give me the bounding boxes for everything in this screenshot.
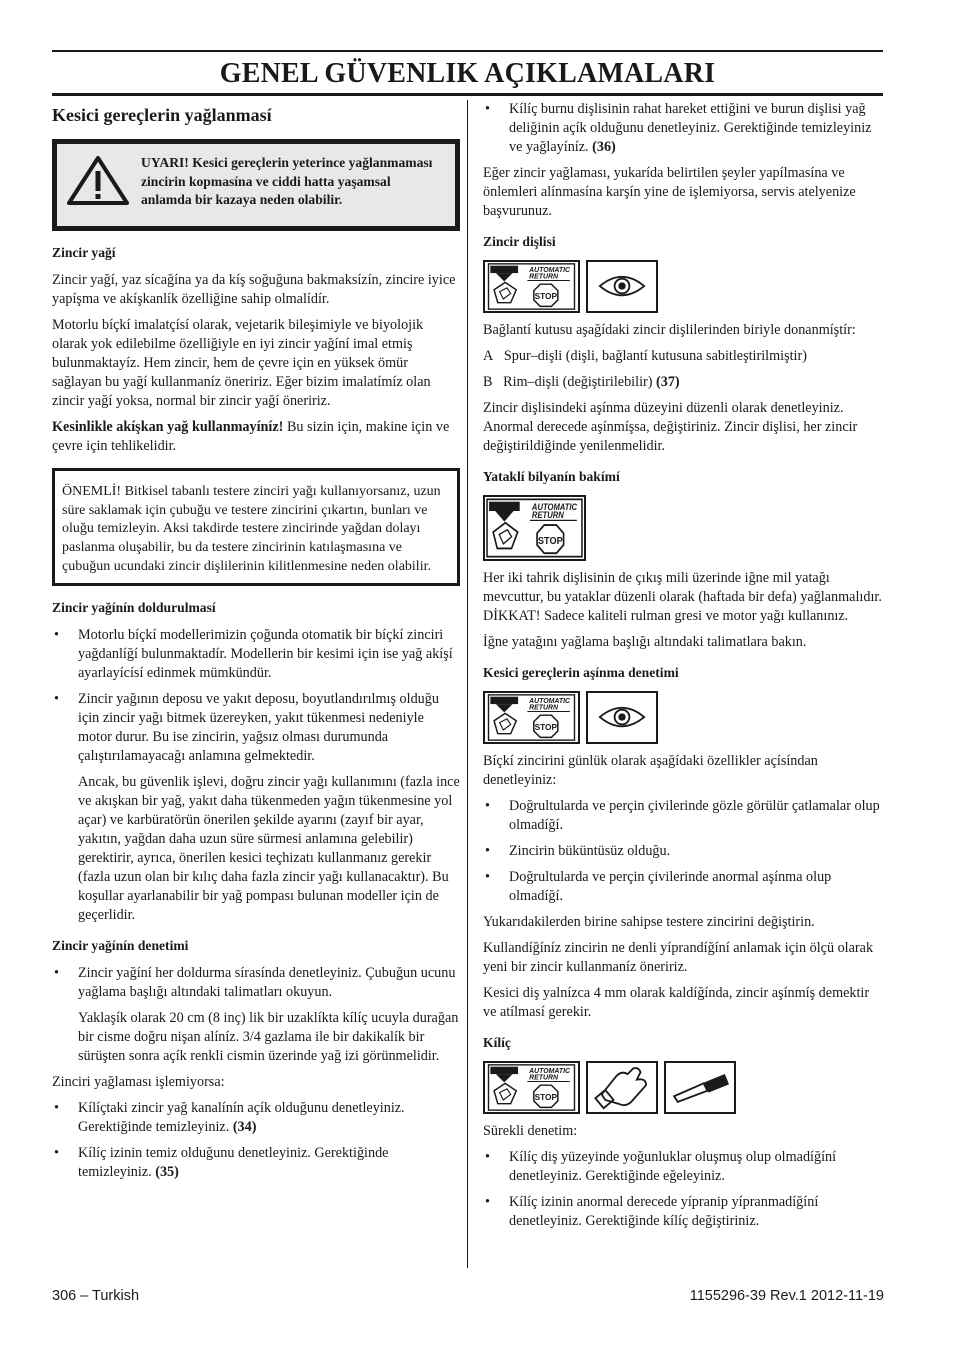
list-item-text: Kílíçtaki zincir yağ kanalínín açík olduğunu denetleyiniz. Gerektiğinde temizleyiniz.	[78, 1099, 405, 1135]
glove-file-icon	[586, 1061, 658, 1114]
page-title: GENEL GÜVENLIK AÇIKLAMALARI	[219, 58, 716, 89]
paragraph: Zincir dişlisindeki aşínma düzeyini düzenli olarak denetleyiniz. Anormal derecede aşínmíşsa, değiştiriniz. Zincir dişlisi, her zincir değiştirildiğinde yenilenmelidir.	[483, 400, 858, 454]
svg-text:AUTOMATIC: AUTOMATIC	[529, 1068, 571, 1076]
list-item-text: Kílíç izinin anormal derecede yípranip yípranmadíğíní denetleyiniz. Gerektiğinde kílíç değiştiriniz.	[509, 1194, 819, 1229]
eye-icon	[586, 260, 658, 313]
bold-warning-text: Kesinlikle akíşkan yağ kullanmayíníz!	[52, 419, 284, 435]
list-item: • Doğrultularda ve perçin çivilerinde anormal aşínma olup olmadíğí.	[485, 869, 832, 904]
list-item-b	[483, 373, 883, 392]
heading-oil-check: Zincir yağínín denetimi	[52, 937, 189, 953]
svg-text:STOP: STOP	[534, 721, 558, 732]
list-item-text: Doğrultularda ve perçin çivilerinde gözle görülür çatlamalar olup olmadíğí.	[509, 798, 880, 833]
list-item-text: Kílíç burnu dişlisinin rahat hareket ettiğini ve burun dişlisi yağ deliğinin açík olduğunu denetleyiniz. Gerektiğinde temizleyiniz ve yağlayíníz.	[509, 101, 872, 155]
paragraph: Bağlantí kutusu aşağídaki zincir dişlilerinden biriyle donanmíştír:	[483, 322, 856, 338]
paragraph: Zincir yağí, yaz sícağína ya da kíş soğuğuna bakmaksízín, zincire iyice yapíşma ve akíşkanlík özelliğine sahip olmalídír.	[52, 272, 456, 307]
paragraph: Bíçkí zincirini günlük olarak aşağídaki özellikler açísíndan denetleyiniz:	[483, 753, 818, 788]
paragraph: Kesici diş yalnízca 4 mm olarak kaldíğínda, zincir aşínmíş demektir ve atílmasí gerekir.	[483, 985, 870, 1020]
paragraph: Kullandíğíníz zincirin ne denli yíprandíğíní anlamak için ölçü olarak yeni bir zincir kullanmaníz öneririz.	[483, 940, 874, 975]
svg-text:RETURN: RETURN	[529, 1074, 559, 1082]
paragraph-text: Bu sizin için, makine için ve çevre için tehlikelidir.	[52, 419, 450, 454]
svg-text:AUTOMATIC: AUTOMATIC	[531, 502, 578, 512]
heading-bar: Kílíç	[483, 1035, 511, 1050]
heading-bearing: Yataklí bilyanín bakímí	[483, 469, 620, 484]
list-item-text: Doğrultularda ve perçin çivilerinde anormal aşínma olup olmadíğí.	[509, 869, 832, 904]
warning-box	[52, 139, 460, 231]
list-item-continuation: Ancak, bu güvenlik işlevi, doğru zincir yağı kullanımını (fazla ince ve akışkan bir yağ, yakıt daha tükenmeden yağın tükenmesine yol açar) ve karbüratörün önerilen şekilde ayarını (zayıf bir ayar, yakıtın, yağdan daha uzun süre sürmesi anlamına gelebilir) gerektirir, ayrıca, önerilen kesici teçhizatı kullanmanız gerekir (fazla uzun olan bir kılıç daha fazla zincir yağı kullanacaktır). Bu koşullar ayarlanabilir bir yağ pompası bulunan modeller için de geçerlidir.	[78, 773, 460, 923]
heading-wear: Kesici gereçlerin aşínma denetimi	[483, 665, 679, 680]
list-item-continuation: Yaklaşík olarak 20 cm (8 inç) lik bir uzaklíkta kílíç ucuyla durağan bir cisme doğru nişan alíníz. 3/4 gazlama ile bir dakikalík bir sürüşten sonra açík renkli cismin üzerinde yağ izi görünmelidir.	[78, 1009, 459, 1064]
important-note-box	[52, 468, 460, 586]
paragraph: Her iki tahrik dişlisinin de çıkış mili üzerinde iğne mil yatağı mevcuttur, bu yataklar düzenli olarak (haftada bir defa) yağlanmalıdır. DİKKAT! Sadece kaliteli rulman gresi ve motor yağı kullanınız.	[483, 570, 882, 624]
heading-sprocket: Zincir dişlisi	[483, 234, 556, 249]
svg-text:RETURN: RETURN	[529, 704, 559, 712]
page-number: 306 – Turkish	[52, 1288, 140, 1304]
list-item: • Motorlu bíçkí modellerimizin çoğunda otomatik bir bíçkí zinciri yağdanlíğí bulunmaktadír. Modellerin bir kesimi için ise yağ akíşí ayarlayícísí edinmek mümkündür.	[54, 626, 453, 681]
list-item: • Zincir yağíní her doldurma sírasínda denetleyiniz. Çubuğun ucunu yağlama başlığı altındaki talimatları okuyun.	[54, 964, 456, 1000]
list-item: • Kílíç burnu dişlisinin rahat hareket ettiğini ve burun dişlisi yağ deliğinin açík olduğunu denetleyiniz. Gerektiğinde temizleyiniz ve yağlayíníz. (36)	[485, 101, 872, 155]
column-separator	[467, 100, 468, 1268]
heading-filling: Zincir yağínín doldurulmasí	[52, 599, 216, 615]
list-item: • Kílíç diş yüzeyinde yoğunluklar oluşmuş olup olmadíğíní denetleyiniz. Gerektiğinde eğeleyiniz.	[485, 1149, 837, 1184]
figure-reference: (35)	[155, 1163, 179, 1180]
svg-text:RETURN: RETURN	[529, 273, 559, 281]
list-item: • Kílíçtaki zincir yağ kanalínín açík olduğunu denetleyiniz. Gerektiğinde temizleyiniz. (34)	[54, 1099, 405, 1135]
icon-row	[483, 260, 883, 313]
icon-row	[483, 495, 883, 561]
list-item-text: B Rim–dişli (değiştirilebilir)	[483, 374, 657, 390]
list-item-text: Zincirin büküntüsüz olduğu.	[509, 843, 671, 859]
svg-text:STOP: STOP	[537, 535, 563, 547]
automatic-return-stop-icon	[483, 691, 580, 744]
list-item-text: Zincir yağının deposu ve yakıt deposu, boyutlandırılmış olduğu için zincir yağı bitmek üzereyken, yakıt tükenmesi nedeniyle motor durur. Bu ise zincirin, yağsız olması durumunda çalıştırılamayacağı anlamına gelmektedir.	[78, 690, 439, 764]
svg-text:STOP: STOP	[534, 290, 558, 301]
heading-chain-oil: Zincir yağí	[52, 245, 116, 260]
paragraph: Eğer zincir yağlaması, yukarída belirtilen şeyler yapílmasína ve önlemleri alínmasína karşín yine de işlemiyorsa, servis atelyenize başvurunuz.	[483, 165, 856, 219]
list-item-text: Kílíç izinin temiz olduğunu denetleyiniz. Gerektiğinde temizleyiniz.	[78, 1144, 389, 1180]
automatic-return-stop-icon	[483, 260, 580, 313]
svg-text:STOP: STOP	[534, 1091, 558, 1102]
top-rule	[52, 50, 883, 52]
list-item-text: Zincir yağíní her doldurma sírasínda denetleyiniz. Çubuğun ucunu yağlama başlığı altındaki talimatları okuyun.	[78, 964, 456, 1000]
document-reference: 1155296-39 Rev.1 2012-11-19	[689, 1288, 884, 1304]
icon-row	[483, 1061, 883, 1114]
icon-row	[483, 691, 883, 744]
title-rule	[52, 93, 883, 96]
list-item-a: A Spur–dişli (dişli, bağlantí kutusuna sabitleştirilmiştir)	[483, 348, 807, 364]
list-item: • Zincir yağının deposu ve yakıt deposu, boyutlandırılmış olduğu için zincir yağı bitmek üzereyken, yakıt tükenmesi nedeniyle motor durur. Bu ise zincirin, yağsız olması durumunda çalıştırılamayacağı anlamına gelmektedir.	[54, 690, 439, 764]
paragraph: Yukarıdakilerden birine sahipse testere zincirini değiştirin.	[483, 914, 815, 930]
left-column	[52, 100, 460, 1189]
section-heading-lubrication: Kesici gereçlerin yağlanmasí	[52, 105, 272, 125]
paragraph: Motorlu bíçkí imalatçísí olarak, vejetarik bileşimiyle ve biyolojik olarak yok edilebilme özelliğiyle en iyi zincir yağíní imal etmiş bulunmaktayíz. Hem zincir, hem de çevre için en yüksek ömür sağlayan bu yağí kullanmaníz öneririz. Eğer bizim imalatímíz olan zincir yağí yoksa, normal bir zincir yağí öneririz.	[52, 317, 431, 409]
eye-icon	[586, 691, 658, 744]
paragraph: İğne yatağını yağlama başlığı altındaki talimatlara bakın.	[483, 634, 807, 650]
list-item-text: Motorlu bíçkí modellerimizin çoğunda otomatik bir bíçkí zinciri yağdanlíğí bulunmaktadír. Modellerin bir kesimi için ise yağ akíşí ayarlayícísí edinmek mümkündür.	[78, 626, 453, 681]
svg-text:AUTOMATIC: AUTOMATIC	[529, 267, 571, 275]
warning-text: UYARI! Kesici gereçlerin yeterince yağlanmaması zincirin kopmasína ve ciddi hatta yaşamsal anlamda bir kazaya neden olabilir.	[141, 155, 433, 207]
right-column	[483, 100, 883, 1238]
figure-reference: (37)	[656, 374, 680, 390]
paragraph: Zinciri yağlaması işlemiyorsa:	[52, 1073, 225, 1090]
paragraph: Sürekli denetim:	[483, 1123, 578, 1139]
list-item: • Doğrultularda ve perçin çivilerinde gözle görülür çatlamalar olup olmadíğí.	[485, 798, 880, 833]
svg-text:RETURN: RETURN	[531, 510, 564, 521]
figure-reference: (34)	[232, 1118, 257, 1135]
list-item: • Zincirin büküntüsüz olduğu.	[485, 843, 671, 859]
svg-text:AUTOMATIC: AUTOMATIC	[529, 698, 571, 706]
automatic-return-stop-icon	[483, 1061, 580, 1114]
list-item: • Kílíç izinin anormal derecede yípranip yípranmadíğíní denetleyiniz. Gerektiğinde kílíç değiştiriniz.	[485, 1194, 819, 1229]
warning-triangle-icon	[65, 154, 131, 212]
automatic-return-stop-icon	[483, 495, 586, 561]
list-item: • Kílíç izinin temiz olduğunu denetleyiniz. Gerektiğinde temizleyiniz. (35)	[54, 1144, 389, 1180]
important-note-text: ÖNEMLİ! Bitkisel tabanlı testere zinciri yağı kullanıyorsanız, uzun süre saklamak için çubuğu ve testere zincirini çıkartın, bunları ve oluğu temizleyin. Aksi takdirde testere zincirinde yağdan dolayı paslanma oluşabilir, bu da testere zincirinin katılaşmasına ve çubuğun ucundaki zincir dişlilerinin kilitlenmesine neden olabilir.	[62, 484, 441, 574]
file-tool-icon	[664, 1061, 736, 1114]
paragraph	[52, 418, 460, 456]
list-item-text: Kílíç diş yüzeyinde yoğunluklar oluşmuş olup olmadíğíní denetleyiniz. Gerektiğinde eğeleyiniz.	[509, 1149, 837, 1184]
figure-reference: (36)	[592, 139, 616, 155]
